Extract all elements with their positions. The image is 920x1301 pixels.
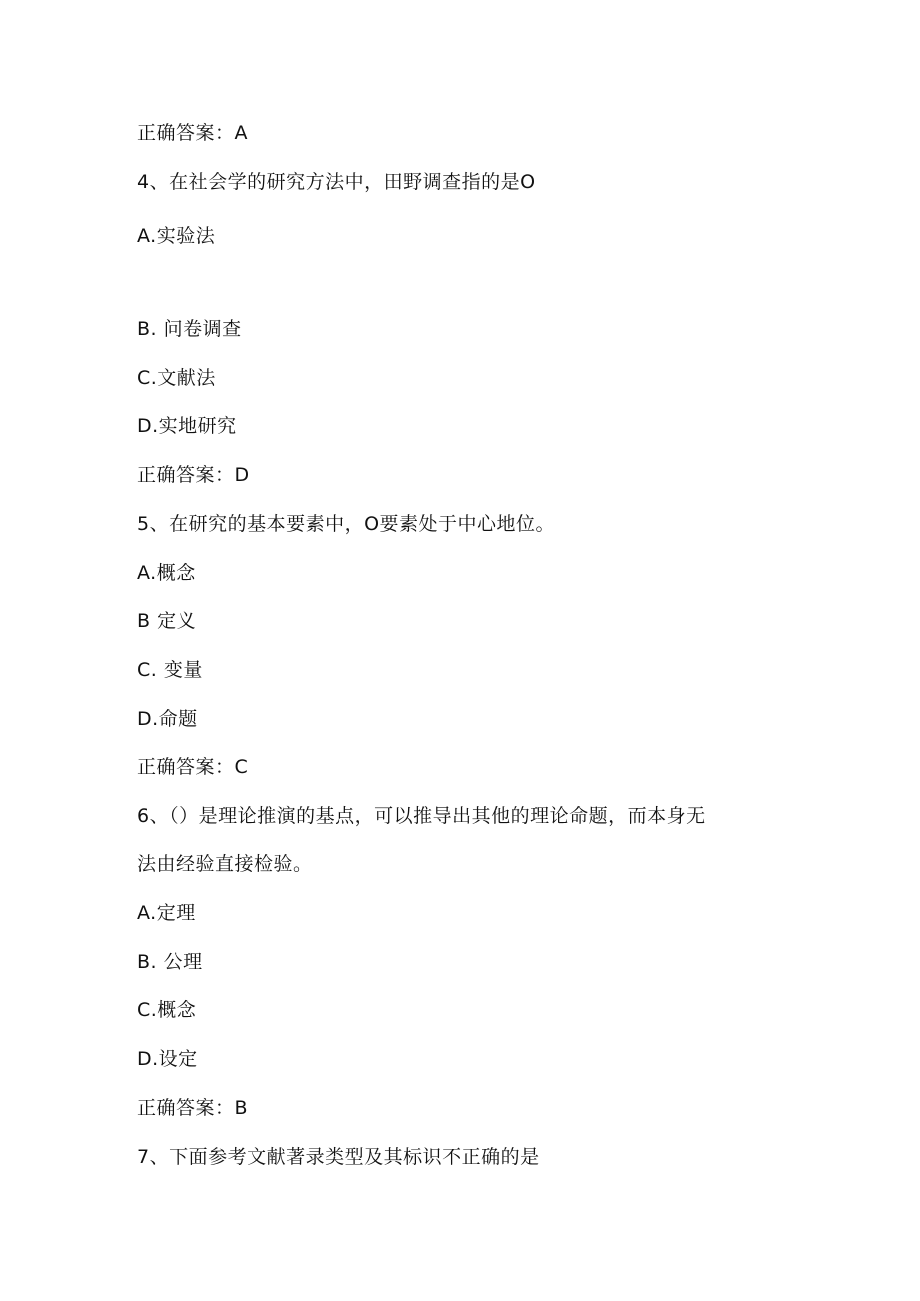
answer-line: 正确答案：C (137, 756, 249, 778)
option-a: A.实验法 (137, 225, 216, 247)
option-d: D.设定 (137, 1048, 198, 1070)
option-b: B 定义 (137, 610, 197, 632)
answer-line: 正确答案：B (137, 1097, 249, 1119)
option-b: B. 问卷调查 (137, 318, 242, 340)
question-7-text: 7、下面参考文献著录类型及其标识不正确的是 (137, 1146, 540, 1168)
question-5-text: 5、在研究的基本要素中，O要素处于中心地位。 (137, 513, 556, 535)
option-a: A.定理 (137, 902, 196, 924)
answer-line: 正确答案：D (137, 464, 250, 486)
option-c: C.文献法 (137, 367, 216, 389)
option-c: C. 变量 (137, 659, 203, 681)
option-d: D.实地研究 (137, 415, 237, 437)
question-6-text-continued: 法由经验直接检验。 (137, 853, 313, 875)
option-d: D.命题 (137, 708, 198, 730)
question-6-text: 6、（）是理论推演的基点，可以推导出其他的理论命题，而本身无 (137, 805, 706, 827)
answer-line: 正确答案：A (137, 122, 248, 144)
option-a: A.概念 (137, 562, 196, 584)
option-c: C.概念 (137, 999, 197, 1021)
option-b: B. 公理 (137, 951, 203, 973)
question-4-text: 4、在社会学的研究方法中，田野调查指的是O (137, 171, 536, 193)
